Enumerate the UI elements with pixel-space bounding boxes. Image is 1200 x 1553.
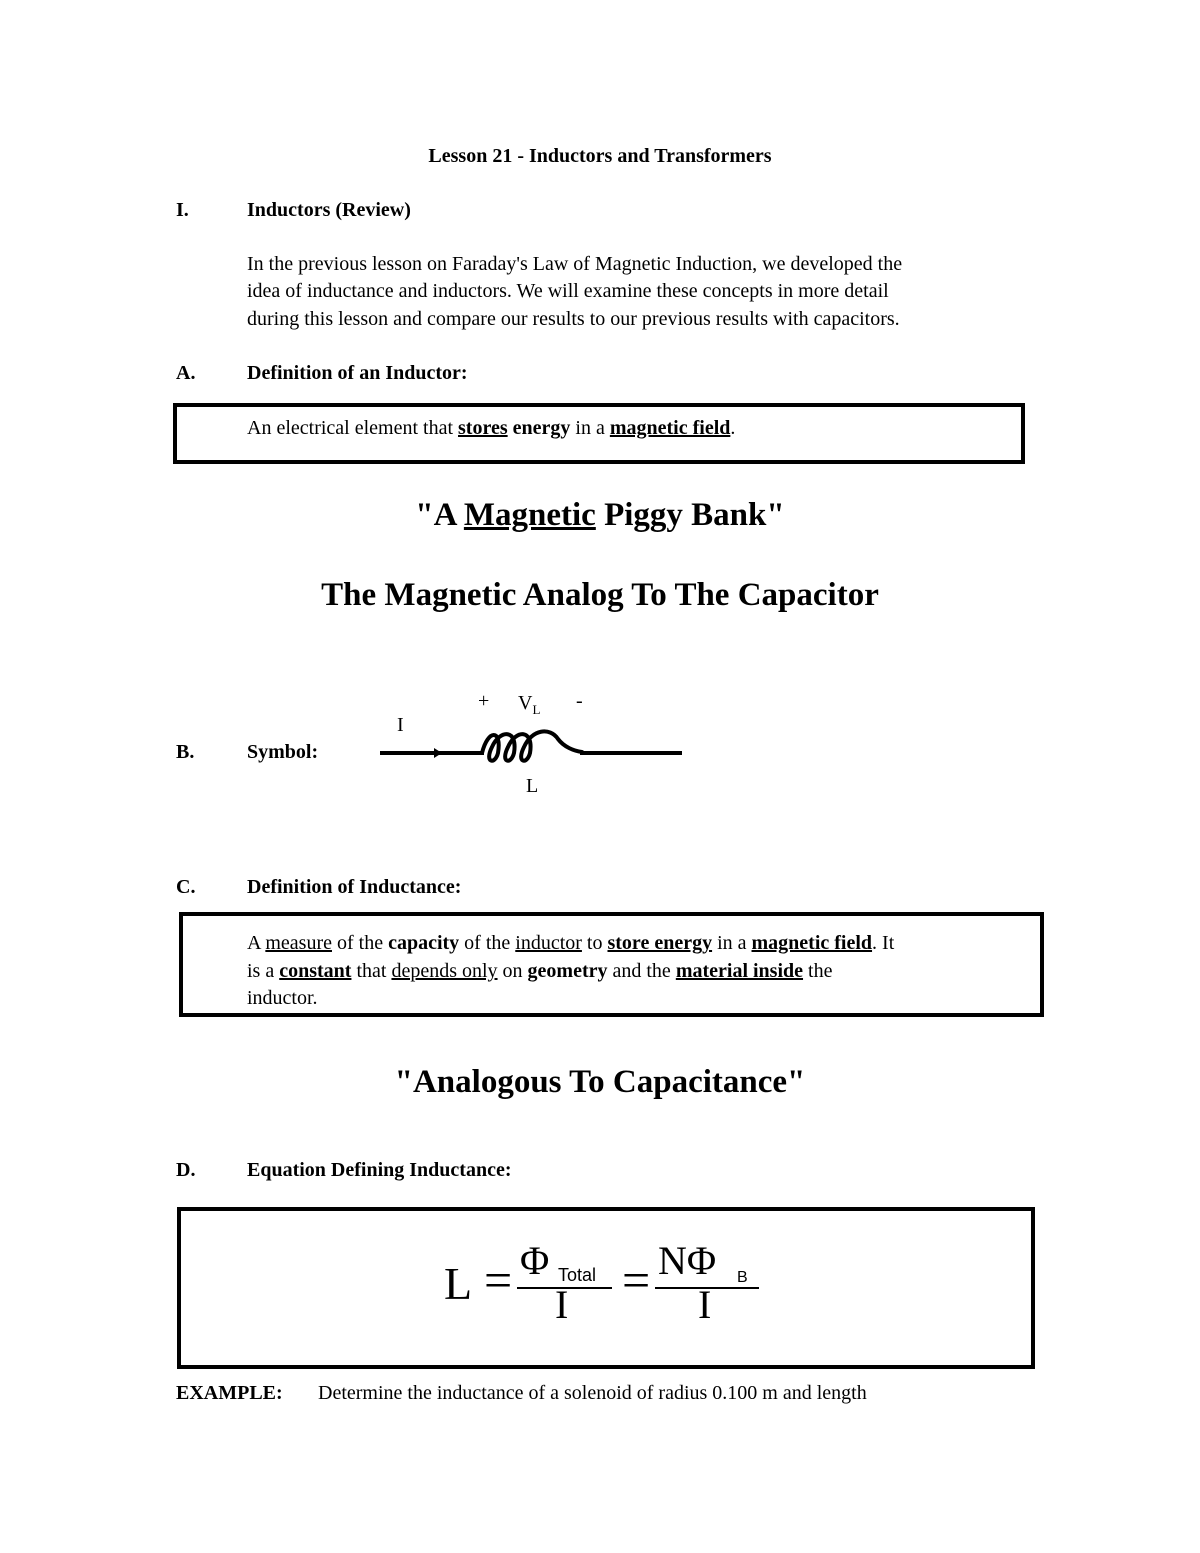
section-numeral: I. [176,199,189,221]
inductance-definition-box [179,912,1044,1017]
phi-subscript-b: B [737,1269,748,1286]
inductor-coil [482,731,582,760]
paragraph-line-2: idea of inductance and inductors. We will examine these concepts in more detail [247,280,889,302]
minus-sign: - [576,690,583,712]
phi-subscript-total: Total [558,1265,597,1285]
subsection-letter-b: B. [176,741,195,763]
plus-sign: + [478,690,490,712]
inductance-definition-line-1: A measure of the capacity of the inductor to store energy in a magnetic field. It [247,932,895,954]
example-text: Determine the inductance of a solenoid of radius 0.100 m and length [318,1382,867,1404]
inductance-definition-line-3: inductor. [247,987,318,1009]
subsection-letter-a: A. [176,362,196,384]
slogan-magnetic-analog: The Magnetic Analog To The Capacitor [321,577,879,613]
phi-symbol: Φ [520,1238,550,1283]
denominator-2: I [698,1282,712,1327]
subsection-letter-d: D. [176,1159,196,1181]
equation-lhs: L [444,1258,473,1309]
inductance-definition-line-2: is a constant that depends only on geometry and the material inside the [247,960,833,982]
current-label: I [397,714,404,736]
current-arrow-icon [434,748,442,758]
subsection-letter-c: C. [176,876,196,898]
slogan-analogous: "Analogous To Capacitance" [394,1064,806,1100]
page-title: Lesson 21 - Inductors and Transformers [428,145,772,167]
example-label: EXAMPLE: [176,1382,283,1404]
voltage-label: $V_L$ [518,692,541,717]
section-heading: Inductors (Review) [247,199,411,221]
inductor-definition-text: An electrical element that stores energy in a magnetic field. [247,417,736,439]
equation-box [177,1207,1035,1369]
subsection-heading-c: Definition of Inductance: [247,876,462,898]
n-phi-numerator: NΦ [658,1238,717,1283]
equals-sign-1: = [484,1252,513,1308]
equals-sign-2: = [622,1252,651,1308]
slogan-piggy-bank: "A Magnetic Piggy Bank" [415,497,785,533]
subsection-heading-b: Symbol: [247,741,319,763]
inductor-definition-box [173,403,1025,464]
denominator-1: I [555,1282,569,1327]
subsection-heading-a: Definition of an Inductor: [247,362,468,384]
paragraph-line-3: during this lesson and compare our results to our previous results with capacitors. [247,308,900,330]
paragraph-line-1: In the previous lesson on Faraday's Law of Magnetic Induction, we developed the [247,253,903,275]
inductor-symbol [378,725,688,770]
subsection-heading-d: Equation Defining Inductance: [247,1159,512,1181]
inductor-label: L [526,775,539,797]
